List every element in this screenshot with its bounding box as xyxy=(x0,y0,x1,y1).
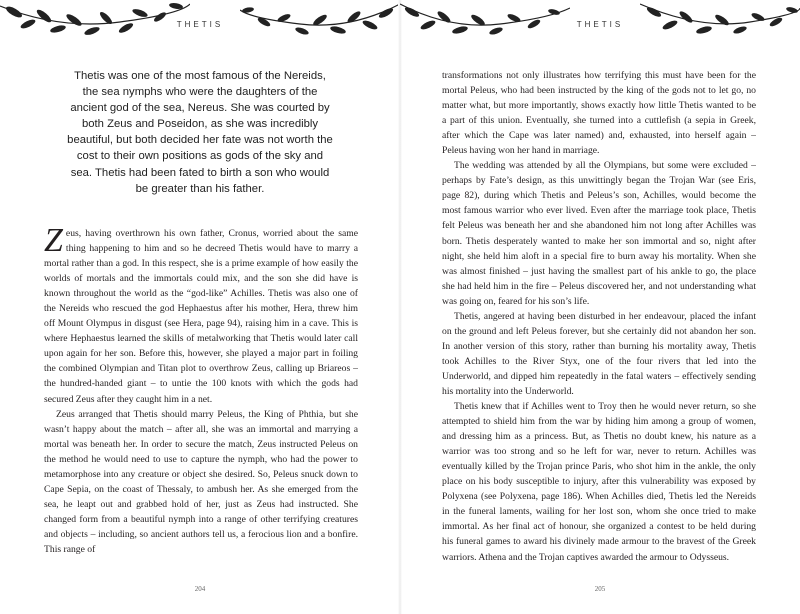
body-paragraph xyxy=(44,222,358,407)
drop-cap: Z xyxy=(44,222,63,259)
body-paragraph: Zeus arranged that Thetis should marry Peleus, the King of Phthia, but she wasn’t happy about the match – after all, she was an immortal and marrying a mortal was beneath her. In order to secure the match, Zeus instructed Peleus on the method he would need to use to capture the nymph, who had the power to metamorphose into any creature or object she desired. So, Peleus snuck down to Cape Sepia, on the coast of Thessaly, to ambush her. As she emerged from the sea, he leapt out and grabbed hold of her, just as Zeus had instructed. She changed form from a beautiful nymph into a range of other terrifying creatures and objects – including, so ancient authors tell us, a ferocious lion and a bonfire. This range of xyxy=(44,408,358,555)
body-paragraph: Thetis knew that if Achilles went to Troy then he would never return, so she attempted to shield him from the war by hiding him among a group of women, and dressing him as a princess. But, as Thetis no doubt knew, his nature as a warrior was too strong and so he left for war, never to return. Achilles was eventually killed by the Trojan prince Paris, who shot him in the ankle, the only place on his body susceptible to injury, after this vulnerability was exposed by Polyxena (see Polyxena, page 186). When Achilles died, Thetis led the Nereids in the funeral laments, wailing for her lost son, whom she once tried to make immortal. As her final act of honour, she organized a contest to be held during his funeral games to award his divinely made armour to the bravest of the Greek warriors. Athena and the Trojan captives awarded the armour to Odysseus. xyxy=(442,401,756,563)
body-paragraph: The wedding was attended by all the Olympians, but some were excluded – perhaps by Fate’s design, as this unwittingly began the Trojan War (see Eris, page 82), during which Thetis and Peleus’s son, Achilles, would become the most famous warrior who ever lived. Even after the marriage took place, Thetis felt Peleus was beneath her and she abandoned him not long after Achilles was born. Thetis desperately wanted to make her son immortal and so, night after night, she held him aloft in a special fire to burn away his mortality. When she was almost finished – just having the smallest part of his ankle to go, the place she had held him in the fire – Peleus discovered her, and not understanding what was going on, feared for his son’s life. xyxy=(442,160,756,307)
page-number: 204 xyxy=(194,585,206,593)
page-number: 205 xyxy=(594,585,606,593)
body-paragraph: Thetis, angered at having been disturbed in her endeavour, placed the infant on the ground and left Peleus forever, but she certainly did not abandon her son. In another version of this story, rather than burning his mortality away, Thetis took Achilles to the River Styx, one of the four rivers that led into the Underworld, and dipped him repeatedly in the fatal waters – effectively sending his mortality into the Underworld. xyxy=(442,310,756,397)
running-head: THETIS xyxy=(576,20,624,29)
body-paragraph: transformations not only illustrates how terrifying this must have been for the mortal Peleus, who had been instructed by the king of the gods not to let go, no matter what, but more importantly, shows exactly how little Thetis wanted to be a part of this union. Eventually, she turned into a cuttlefish (a sepia in Greek, after which the Cape was later named) and, exhausted, into herself again – Peleus having won her hand in marriage. xyxy=(442,70,756,157)
running-head: THETIS xyxy=(176,20,224,29)
body-text xyxy=(44,222,358,557)
intro-paragraph: Thetis was one of the most famous of the Nereids, the sea nymphs who were the daughters of the ancient god of the sea, Nereus. She was courted by both Zeus and Poseidon, as she was incredibly beautiful, but both decided her fate was not worth the cost to their own positions as gods of the sky and sea. Thetis had been fated to birth a son who would be greater than his father. xyxy=(67,70,333,195)
body-text xyxy=(442,68,756,565)
paragraph-text: eus, having overthrown his own father, Cronus, worried about the same thing happening to him and so he decreed Thetis would have to marry a mortal rather than a god. In this respect, she is a prime example of how easily the worlds of mortals and the immortals could mix, and the son she did have is known throughout the world as the “god-like” Achilles. Thetis was also one of the Nereids who rescued the god Hephaestus after his mother, Hera, threw him off Mount Olympus in disgust (see Hera, page 94), raising him in a cave. This is where Hephaestus learned the skills of metalworking that Thetis would later call upon again for her son. Before this, however, she played a major part in foiling the combined Olympian and Titan plot to overthrow Zeus, calling up Briareos – the hundred-handed giant – to untie the 100 knots with which the gods had secured Zeus after they caught him in a net. xyxy=(44,228,358,405)
right-page xyxy=(400,0,800,614)
